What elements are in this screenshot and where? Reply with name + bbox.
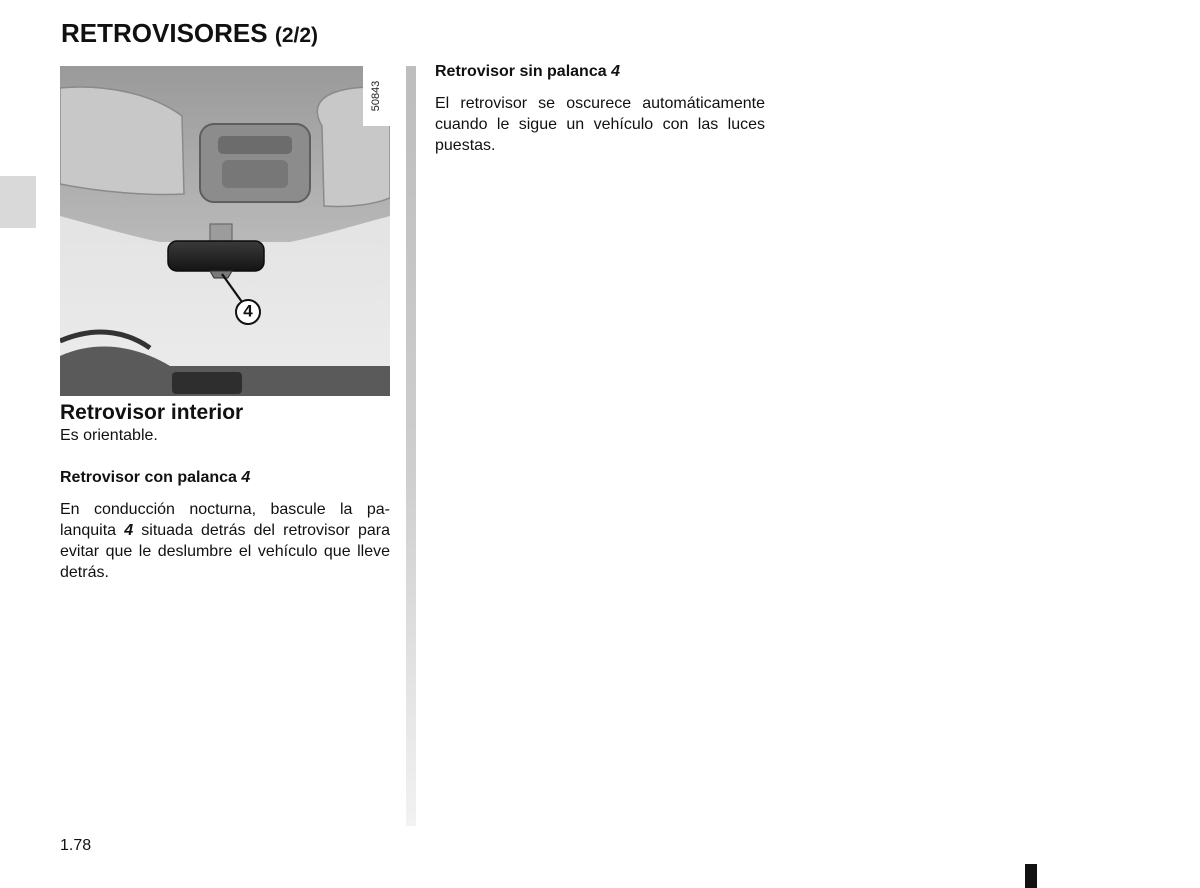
page-part-indicator: (2/2) bbox=[274, 24, 319, 47]
lever-mirror-subheading bbox=[60, 468, 390, 488]
lever-mirror-paragraph bbox=[60, 499, 390, 583]
lever-mirror-subheading-ref: 4 bbox=[241, 469, 251, 486]
page-title bbox=[61, 18, 318, 49]
section-lead-text: Es orientable. bbox=[60, 427, 158, 444]
right-column bbox=[435, 62, 765, 156]
figure-callout-number: 4 bbox=[243, 301, 253, 321]
lever-paragraph-part2: situada detrás del retrovisor para evitar que le deslumbre el vehículo que lleve detrás. bbox=[60, 522, 390, 581]
left-column bbox=[60, 400, 390, 583]
lever-paragraph-ref: 4 bbox=[124, 522, 134, 539]
page-number: 1.78 bbox=[60, 837, 92, 854]
section-heading: Retrovisor interior bbox=[60, 401, 244, 424]
page-corner-marker bbox=[1025, 864, 1037, 888]
no-lever-mirror-subheading bbox=[435, 62, 765, 82]
figure-image-code: 50843 bbox=[370, 80, 382, 112]
lever-paragraph-part1: En conducción nocturna, bascule la palanquita bbox=[60, 501, 390, 539]
no-lever-mirror-paragraph: El retrovisor se oscurece automáticamente cuando le sigue un vehículo con las luces puestas. bbox=[435, 95, 765, 154]
chapter-side-tab bbox=[0, 176, 36, 228]
mirror-photo-drawing bbox=[60, 66, 390, 396]
no-lever-mirror-subheading-text: Retrovisor sin palanca bbox=[435, 63, 607, 80]
lever-mirror-subheading-text: Retrovisor con palanca bbox=[60, 469, 237, 486]
page-title-text: RETROVISORES bbox=[61, 18, 268, 48]
mirror-illustration bbox=[60, 66, 390, 396]
no-lever-mirror-subheading-ref: 4 bbox=[611, 63, 620, 80]
column-divider bbox=[406, 66, 416, 826]
